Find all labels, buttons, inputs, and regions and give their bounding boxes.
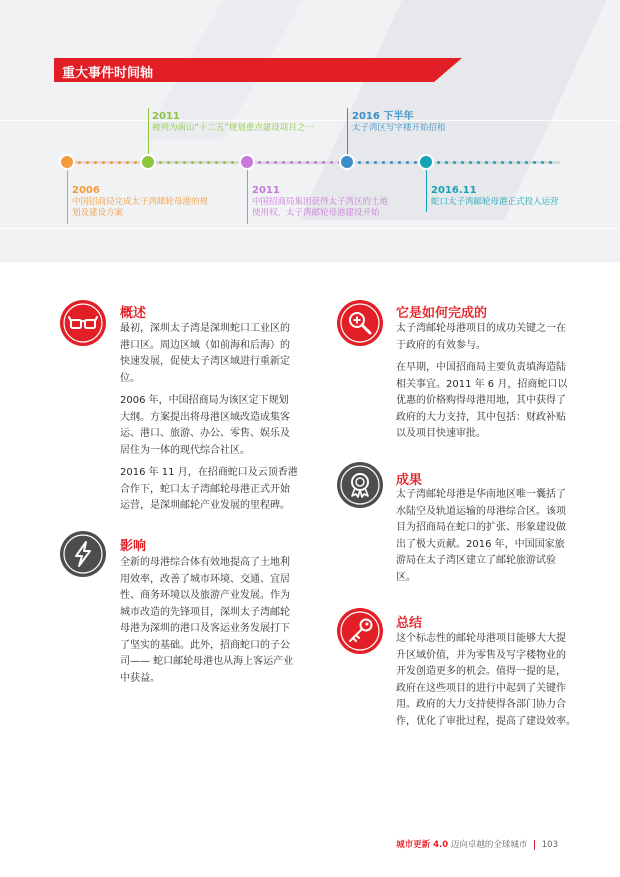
- text-line: 大纲。方案提出将母港区域改造成集客: [120, 411, 290, 423]
- event-text: 太子湾区写字楼开始招租: [352, 123, 446, 133]
- text-line: 优惠的价格购得母港用地，其中获得了: [396, 395, 566, 406]
- footer-book-title: 城市更新 4.0: [396, 840, 449, 850]
- timeline-minor-dot: [274, 161, 277, 164]
- timeline-minor-dot: [493, 161, 496, 164]
- section-title-summary: 总结: [396, 616, 423, 631]
- timeline-minor-dot: [517, 161, 520, 164]
- lightning-icon: [60, 531, 106, 577]
- event-text: 被列为南山“十二五”规划重点建设项目之一: [152, 123, 314, 133]
- event-year: 2016 下半年: [352, 111, 414, 122]
- timeline-minor-dot: [134, 161, 137, 164]
- timeline-event-2011-top: [152, 110, 314, 134]
- text-line: 目为招商局在蛇口的扩张、形象建设做: [396, 522, 566, 533]
- text-line: 出了极大贡献。2016 年，中国国家旅: [396, 538, 565, 550]
- timeline-dot-2016-h2: [341, 156, 353, 168]
- text-line: 区。: [396, 571, 416, 583]
- text-line: 政府在这些项目的进行中起到了关键作: [396, 682, 566, 694]
- text-line: 这个标志性的邮轮母港项目能够大大提: [396, 633, 566, 644]
- timeline-minor-dot: [298, 161, 301, 164]
- text-line: 水陆空及轨道运输的母港综合区。该项: [396, 505, 566, 517]
- event-year: 2011: [252, 185, 280, 196]
- section-body-summary: [396, 631, 580, 730]
- timeline-minor-dot: [191, 161, 194, 164]
- key-icon: [337, 608, 383, 654]
- glasses-icon: [60, 300, 106, 346]
- text-line: 运营，是深圳邮轮产业发展的里程碑。: [120, 500, 290, 511]
- timeline-minor-dot: [199, 161, 202, 164]
- timeline-minor-dot: [94, 161, 97, 164]
- timeline-event-2016-h2: [352, 110, 446, 134]
- event-text: 划及建设方案: [72, 208, 124, 218]
- section-title-impact: 影响: [120, 539, 147, 554]
- connector-line: [426, 168, 427, 212]
- text-line: 居住为一体的现代综合社区。: [120, 444, 250, 456]
- timeline-dot-2016-11: [420, 156, 432, 168]
- timeline-minor-dot: [541, 161, 544, 164]
- text-line: 最初，深圳太子湾是深圳蛇口工业区的: [120, 323, 290, 334]
- timeline-minor-dot: [469, 161, 472, 164]
- text-line: 了坚实的基础。此外，招商蛇口的子公: [120, 639, 290, 651]
- event-year: 2011: [152, 111, 180, 122]
- timeline-minor-dot: [183, 161, 186, 164]
- section-body-how: [396, 321, 580, 443]
- text-line: 太子湾邮轮母港项目的成功关键之一在: [396, 323, 566, 334]
- timeline-minor-dot: [282, 161, 285, 164]
- timeline-minor-dot: [215, 161, 218, 164]
- connector-line: [247, 168, 248, 224]
- timeline-minor-dot: [322, 161, 325, 164]
- timeline-minor-dot: [461, 161, 464, 164]
- event-year: 2006: [72, 185, 100, 196]
- section-title-results: 成果: [396, 473, 423, 488]
- text-line: 中获益。: [120, 672, 160, 684]
- event-text: 中国招商局集团获得太子湾区的土地: [252, 197, 389, 207]
- text-line: 全新的母港综合体有效地提高了土地利: [120, 557, 290, 568]
- timeline-minor-dot: [110, 161, 113, 164]
- text-line: 开发创造更多的机会。值得一提的是，: [396, 666, 566, 677]
- timeline-minor-dot: [118, 161, 121, 164]
- timeline-minor-dot: [258, 161, 261, 164]
- section-body-results: [396, 487, 580, 586]
- text-line: 在早期，中国招商局主要负责填海造陆: [396, 362, 566, 373]
- timeline-event-2006: [72, 184, 208, 219]
- text-line: 快速发展，促使太子湾区域进行重新定: [120, 356, 290, 367]
- event-year: 2016.11: [431, 185, 477, 196]
- timeline-minor-dot: [382, 161, 385, 164]
- text-line: 相关事宜。2011 年 6 月，招商蛇口以: [396, 378, 568, 390]
- timeline-minor-dot: [78, 161, 81, 164]
- section-title-bar: [54, 58, 434, 82]
- timeline-minor-dot: [159, 161, 162, 164]
- event-text: 蛇口太子湾邮轮母港正式投入运营: [431, 197, 559, 207]
- timeline-minor-dot: [358, 161, 361, 164]
- connector-line: [67, 168, 68, 224]
- text-line: 政府的大力支持，其中包括：财政补贴: [396, 411, 566, 423]
- section-title-overview: 概述: [120, 306, 147, 321]
- timeline-minor-dot: [437, 161, 440, 164]
- timeline-minor-dot: [314, 161, 317, 164]
- background-line: [0, 228, 620, 229]
- timeline-minor-dot: [398, 161, 401, 164]
- text-line: 升区域价值，并为零售及写字楼物业的: [396, 649, 566, 661]
- timeline-dot-2011-bottom: [241, 156, 253, 168]
- event-text: 使用权，太子湾邮轮母港建设开始: [252, 208, 380, 218]
- timeline-minor-dot: [306, 161, 309, 164]
- text-line: 城市改造的先锋项目，深圳太子湾邮轮: [120, 606, 290, 618]
- page-footer: [396, 838, 558, 850]
- timeline-minor-dot: [374, 161, 377, 164]
- timeline-minor-dot: [290, 161, 293, 164]
- text-line: 2016 年 11 月，在招商蛇口及云顶香港: [120, 467, 298, 478]
- timeline-minor-dot: [406, 161, 409, 164]
- magnifier-plus-icon: [337, 300, 383, 346]
- text-line: 司—— 蛇口邮轮母港也从海上客运产业: [120, 656, 294, 667]
- text-line: 位。: [120, 372, 140, 384]
- timeline-dot-2006: [61, 156, 73, 168]
- timeline-minor-dot: [167, 161, 170, 164]
- timeline-event-2011-bottom: [252, 184, 388, 219]
- connector-line: [148, 108, 149, 156]
- text-line: 性、商务环境以及旅游产业发展。作为: [120, 590, 290, 601]
- page-title: 重大事件时间轴: [62, 66, 154, 81]
- page-number: 103: [541, 840, 558, 850]
- text-line: 2006 年，中国招商局为该区定下规划: [120, 395, 289, 406]
- connector-line: [347, 108, 348, 156]
- event-text: 中国招商局完成太子湾邮轮母港的规: [72, 197, 209, 207]
- text-line: 用。政府的大力支持使得各部门协力合: [396, 699, 566, 710]
- timeline-hero: [0, 0, 620, 262]
- text-line: 运、港口、旅游、办公、零售、娱乐及: [120, 428, 290, 439]
- section-body-overview: [120, 321, 305, 515]
- footer-divider: [534, 840, 535, 850]
- timeline-minor-dot: [414, 161, 417, 164]
- text-line: 以及项目快速审批。: [396, 428, 486, 439]
- timeline-minor-dot: [207, 161, 210, 164]
- text-line: 于政府的有效参与。: [396, 339, 486, 351]
- timeline-minor-dot: [525, 161, 528, 164]
- text-line: 用效率，改善了城市环境、交通、宜居: [120, 573, 290, 585]
- timeline-minor-dot: [330, 161, 333, 164]
- timeline-minor-dot: [501, 161, 504, 164]
- timeline-minor-dot: [86, 161, 89, 164]
- timeline-minor-dot: [390, 161, 393, 164]
- timeline-minor-dot: [266, 161, 269, 164]
- section-title-how: 它是如何完成的: [396, 306, 488, 321]
- text-line: 港口区。周边区域（如前海和后海）的: [120, 339, 290, 351]
- text-line: 合作下，蛇口太子湾邮轮母港正式开始: [120, 483, 290, 495]
- text-line: 作，优化了审批过程，提高了建设效率。: [396, 715, 576, 727]
- timeline-minor-dot: [175, 161, 178, 164]
- award-medal-icon: [337, 462, 383, 508]
- section-body-impact: [120, 555, 305, 687]
- timeline-minor-dot: [445, 161, 448, 164]
- timeline-minor-dot: [231, 161, 234, 164]
- text-line: 游局在太子湾区建立了邮轮旅游试验: [396, 555, 556, 566]
- timeline-minor-dot: [533, 161, 536, 164]
- timeline-minor-dot: [126, 161, 129, 164]
- timeline-minor-dot: [485, 161, 488, 164]
- timeline-event-2016-11: [431, 184, 559, 208]
- timeline-minor-dot: [366, 161, 369, 164]
- timeline-minor-dot: [453, 161, 456, 164]
- timeline-dot-2011-top: [142, 156, 154, 168]
- timeline-minor-dot: [223, 161, 226, 164]
- timeline-minor-dot: [549, 161, 552, 164]
- timeline-minor-dot: [509, 161, 512, 164]
- text-line: 太子湾邮轮母港是华南地区唯一囊括了: [396, 489, 566, 500]
- timeline-minor-dot: [102, 161, 105, 164]
- timeline-minor-dot: [477, 161, 480, 164]
- text-line: 母港为深圳的港口及客运业务发展打下: [120, 623, 290, 634]
- footer-subtitle: 迈向卓越的全球城市: [450, 840, 528, 850]
